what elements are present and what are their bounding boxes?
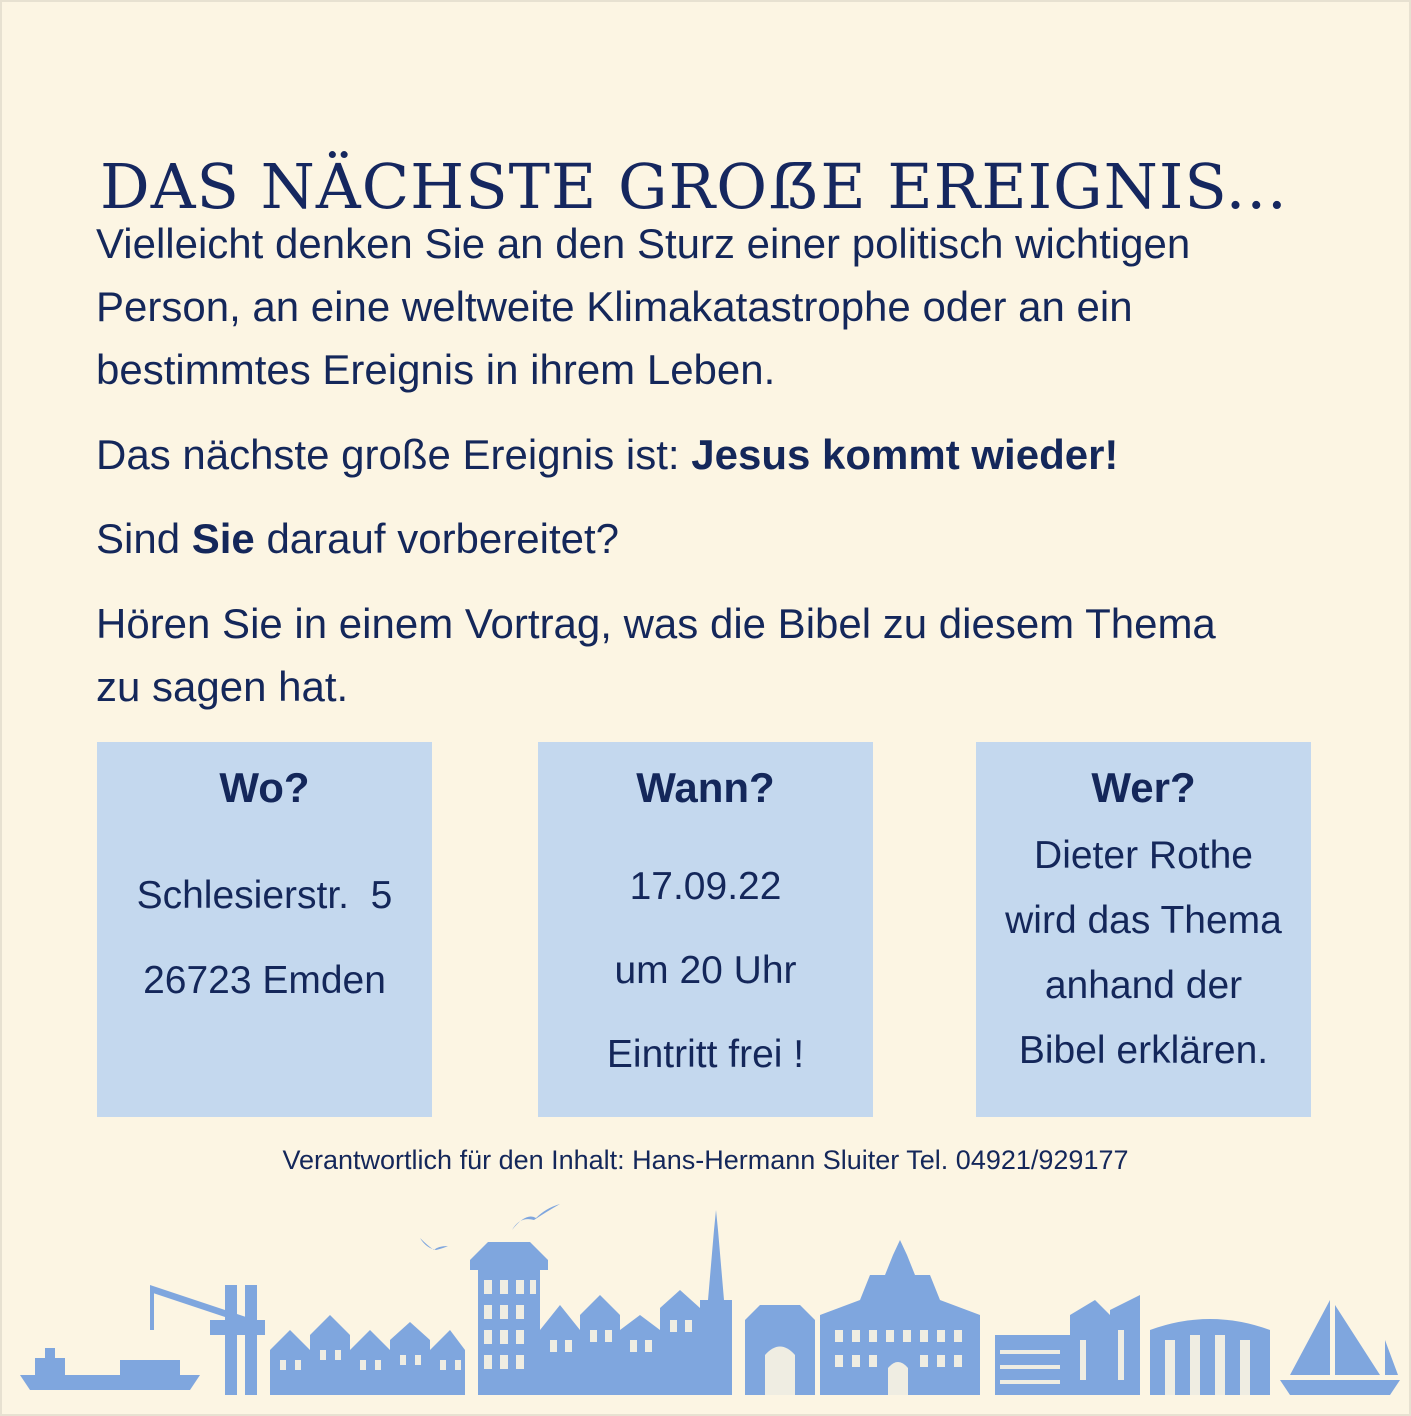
where-box (97, 742, 432, 1117)
page-title: DAS NÄCHSTE GROẞE EREIGNIS... (100, 149, 1288, 223)
question-after: darauf vorbereitet? (254, 515, 619, 562)
event-prefix: Das nächste große Ereignis ist: (96, 431, 692, 478)
who-line-3: anhand der (1044, 964, 1243, 1007)
who-line-4: Bibel erklären. (1018, 1029, 1269, 1072)
when-heading: Wann? (636, 764, 775, 811)
question-paragraph (96, 507, 619, 570)
who-heading: Wer? (1091, 764, 1196, 811)
footer-responsible: Verantwortlich für den Inhalt: Hans-Hermann Sluiter Tel. 04921/929177 (282, 1145, 1129, 1175)
church-spire-icon (700, 1210, 732, 1395)
where-city: 26723 Emden (143, 959, 386, 1002)
invite-line-1: Hören Sie in einem Vortrag, was die Bibel zu diesem Thema (96, 600, 1216, 647)
buildings-icon (540, 1290, 700, 1395)
invite-paragraph (96, 592, 1326, 718)
seagull-icon (420, 1238, 448, 1250)
who-line-2: wird das Thema (1005, 899, 1282, 942)
intro-line-3: bestimmtes Ereignis in ihrem Leben. (96, 346, 776, 393)
when-date: 17.09.22 (629, 865, 782, 908)
where-heading: Wo? (219, 764, 310, 811)
event-highlight: Jesus kommt wieder! (691, 431, 1119, 478)
sailboat-icon (1280, 1300, 1400, 1395)
houses-icon (270, 1315, 465, 1395)
intro-paragraph (96, 212, 1326, 401)
when-entry: Eintritt frei ! (606, 1033, 805, 1076)
who-line-1: Dieter Rothe (1034, 834, 1253, 877)
who-box (976, 742, 1311, 1117)
intro-line-1: Vielleicht denken Sie an den Sturz einer politisch wichtigen (96, 220, 1191, 267)
water-tower-icon (470, 1242, 548, 1395)
seagull-icon (512, 1204, 560, 1230)
invite-line-2: zu sagen hat. (96, 663, 349, 710)
question-highlight: Sie (191, 515, 255, 562)
city-skyline-illustration (0, 1190, 1411, 1400)
when-box (538, 742, 873, 1117)
intro-line-2: Person, an eine weltweite Klimakatastrophe oder an ein (96, 283, 1133, 330)
when-time: um 20 Uhr (614, 949, 797, 992)
ship-icon (20, 1375, 200, 1390)
question-before: Sind (96, 515, 192, 562)
where-street: Schlesierstr. 5 (136, 874, 393, 917)
event-paragraph (96, 423, 1118, 486)
